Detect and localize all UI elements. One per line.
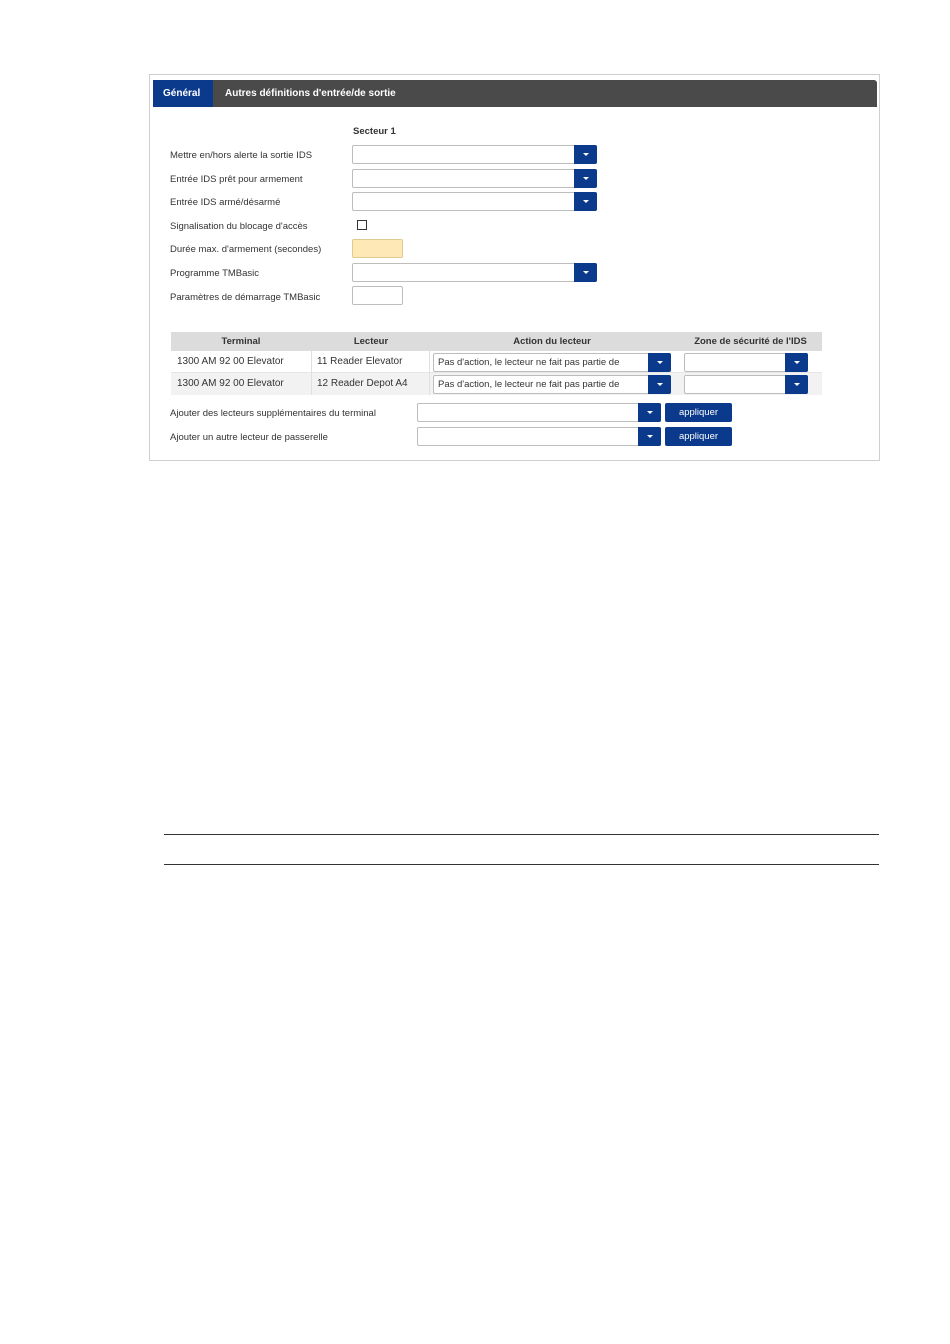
- reader-action-dropdown-button[interactable]: [648, 375, 671, 394]
- caret-down-icon: [794, 361, 800, 364]
- column-header-reader-action: Action du lecteur: [513, 336, 591, 347]
- tmbasic-program-select[interactable]: [352, 263, 597, 282]
- tmbasic-program-label: Programme TMBasic: [170, 268, 260, 279]
- apply-terminal-readers-button[interactable]: appliquer: [665, 403, 732, 422]
- ids-ready-input-label: Entrée IDS prêt pour armement: [170, 174, 303, 185]
- ids-zone-dropdown-button[interactable]: [785, 375, 808, 394]
- row-reader: 12 Reader Depot A4: [317, 378, 408, 389]
- ids-armed-input-dropdown-button[interactable]: [574, 192, 597, 211]
- max-arming-duration-input[interactable]: [352, 239, 403, 258]
- ids-zone-select[interactable]: [684, 375, 808, 394]
- ids-armed-input-label: Entrée IDS armé/désarmé: [170, 197, 281, 208]
- reader-action-select[interactable]: [433, 375, 671, 394]
- column-divider: [311, 351, 312, 373]
- sector-column-header: Secteur 1: [353, 126, 396, 137]
- access-block-signal-checkbox[interactable]: [357, 220, 367, 230]
- ids-ready-input-select[interactable]: [352, 169, 597, 188]
- reader-action-select[interactable]: [433, 353, 671, 372]
- row-reader: 11 Reader Elevator: [317, 356, 403, 367]
- row-terminal: 1300 AM 92 00 Elevator: [177, 356, 284, 367]
- access-block-signal-label: Signalisation du blocage d'accès: [170, 221, 308, 232]
- column-header-ids-zone: Zone de sécurité de l'IDS: [694, 336, 807, 347]
- ids-output-dropdown-button[interactable]: [574, 145, 597, 164]
- column-header-terminal: Terminal: [221, 336, 261, 347]
- max-arming-duration-label: Durée max. d'armement (secondes): [170, 244, 322, 255]
- ids-output-select[interactable]: [352, 145, 597, 164]
- caret-down-icon: [657, 361, 663, 364]
- tmbasic-program-dropdown-button[interactable]: [574, 263, 597, 282]
- table-header: [171, 332, 822, 351]
- caret-down-icon: [583, 200, 589, 203]
- caret-down-icon: [583, 153, 589, 156]
- caret-down-icon: [657, 383, 663, 386]
- add-terminal-readers-select[interactable]: [417, 403, 661, 422]
- column-header-reader: Lecteur: [353, 336, 389, 347]
- caret-down-icon: [583, 177, 589, 180]
- column-divider: [311, 373, 312, 395]
- apply-gateway-reader-button[interactable]: appliquer: [665, 427, 732, 446]
- add-gateway-reader-label: Ajouter un autre lecteur de passerelle: [170, 432, 328, 443]
- tmbasic-start-params-input[interactable]: [352, 286, 403, 305]
- ids-zone-dropdown-button[interactable]: [785, 353, 808, 372]
- table-row: [171, 373, 822, 395]
- tmbasic-start-params-label: Paramètres de démarrage TMBasic: [170, 292, 321, 303]
- row-terminal: 1300 AM 92 00 Elevator: [177, 378, 284, 389]
- divider-line: [164, 864, 879, 865]
- caret-down-icon: [647, 411, 653, 414]
- ids-armed-input-select[interactable]: [352, 192, 597, 211]
- caret-down-icon: [647, 435, 653, 438]
- reader-action-dropdown-button[interactable]: [648, 353, 671, 372]
- add-gateway-reader-select[interactable]: [417, 427, 661, 446]
- add-terminal-readers-dropdown-button[interactable]: [638, 403, 661, 422]
- table-row: [171, 351, 822, 373]
- tab-other-io-definitions[interactable]: Autres définitions d'entrée/de sortie: [225, 88, 396, 99]
- tab-general[interactable]: Général: [153, 80, 213, 107]
- ids-ready-input-dropdown-button[interactable]: [574, 169, 597, 188]
- reader-action-value: Pas d'action, le lecteur ne fait pas partie de: [438, 379, 620, 390]
- add-terminal-readers-label: Ajouter des lecteurs supplémentaires du terminal: [170, 408, 376, 419]
- column-divider: [429, 373, 430, 395]
- caret-down-icon: [583, 271, 589, 274]
- column-divider: [429, 351, 430, 373]
- add-gateway-reader-dropdown-button[interactable]: [638, 427, 661, 446]
- caret-down-icon: [794, 383, 800, 386]
- ids-settings-panel: [149, 74, 880, 461]
- ids-zone-select[interactable]: [684, 353, 808, 372]
- ids-output-label: Mettre en/hors alerte la sortie IDS: [170, 150, 313, 161]
- reader-action-value: Pas d'action, le lecteur ne fait pas partie de: [438, 357, 620, 368]
- tab-bar: [153, 80, 877, 107]
- divider-line: [164, 834, 879, 835]
